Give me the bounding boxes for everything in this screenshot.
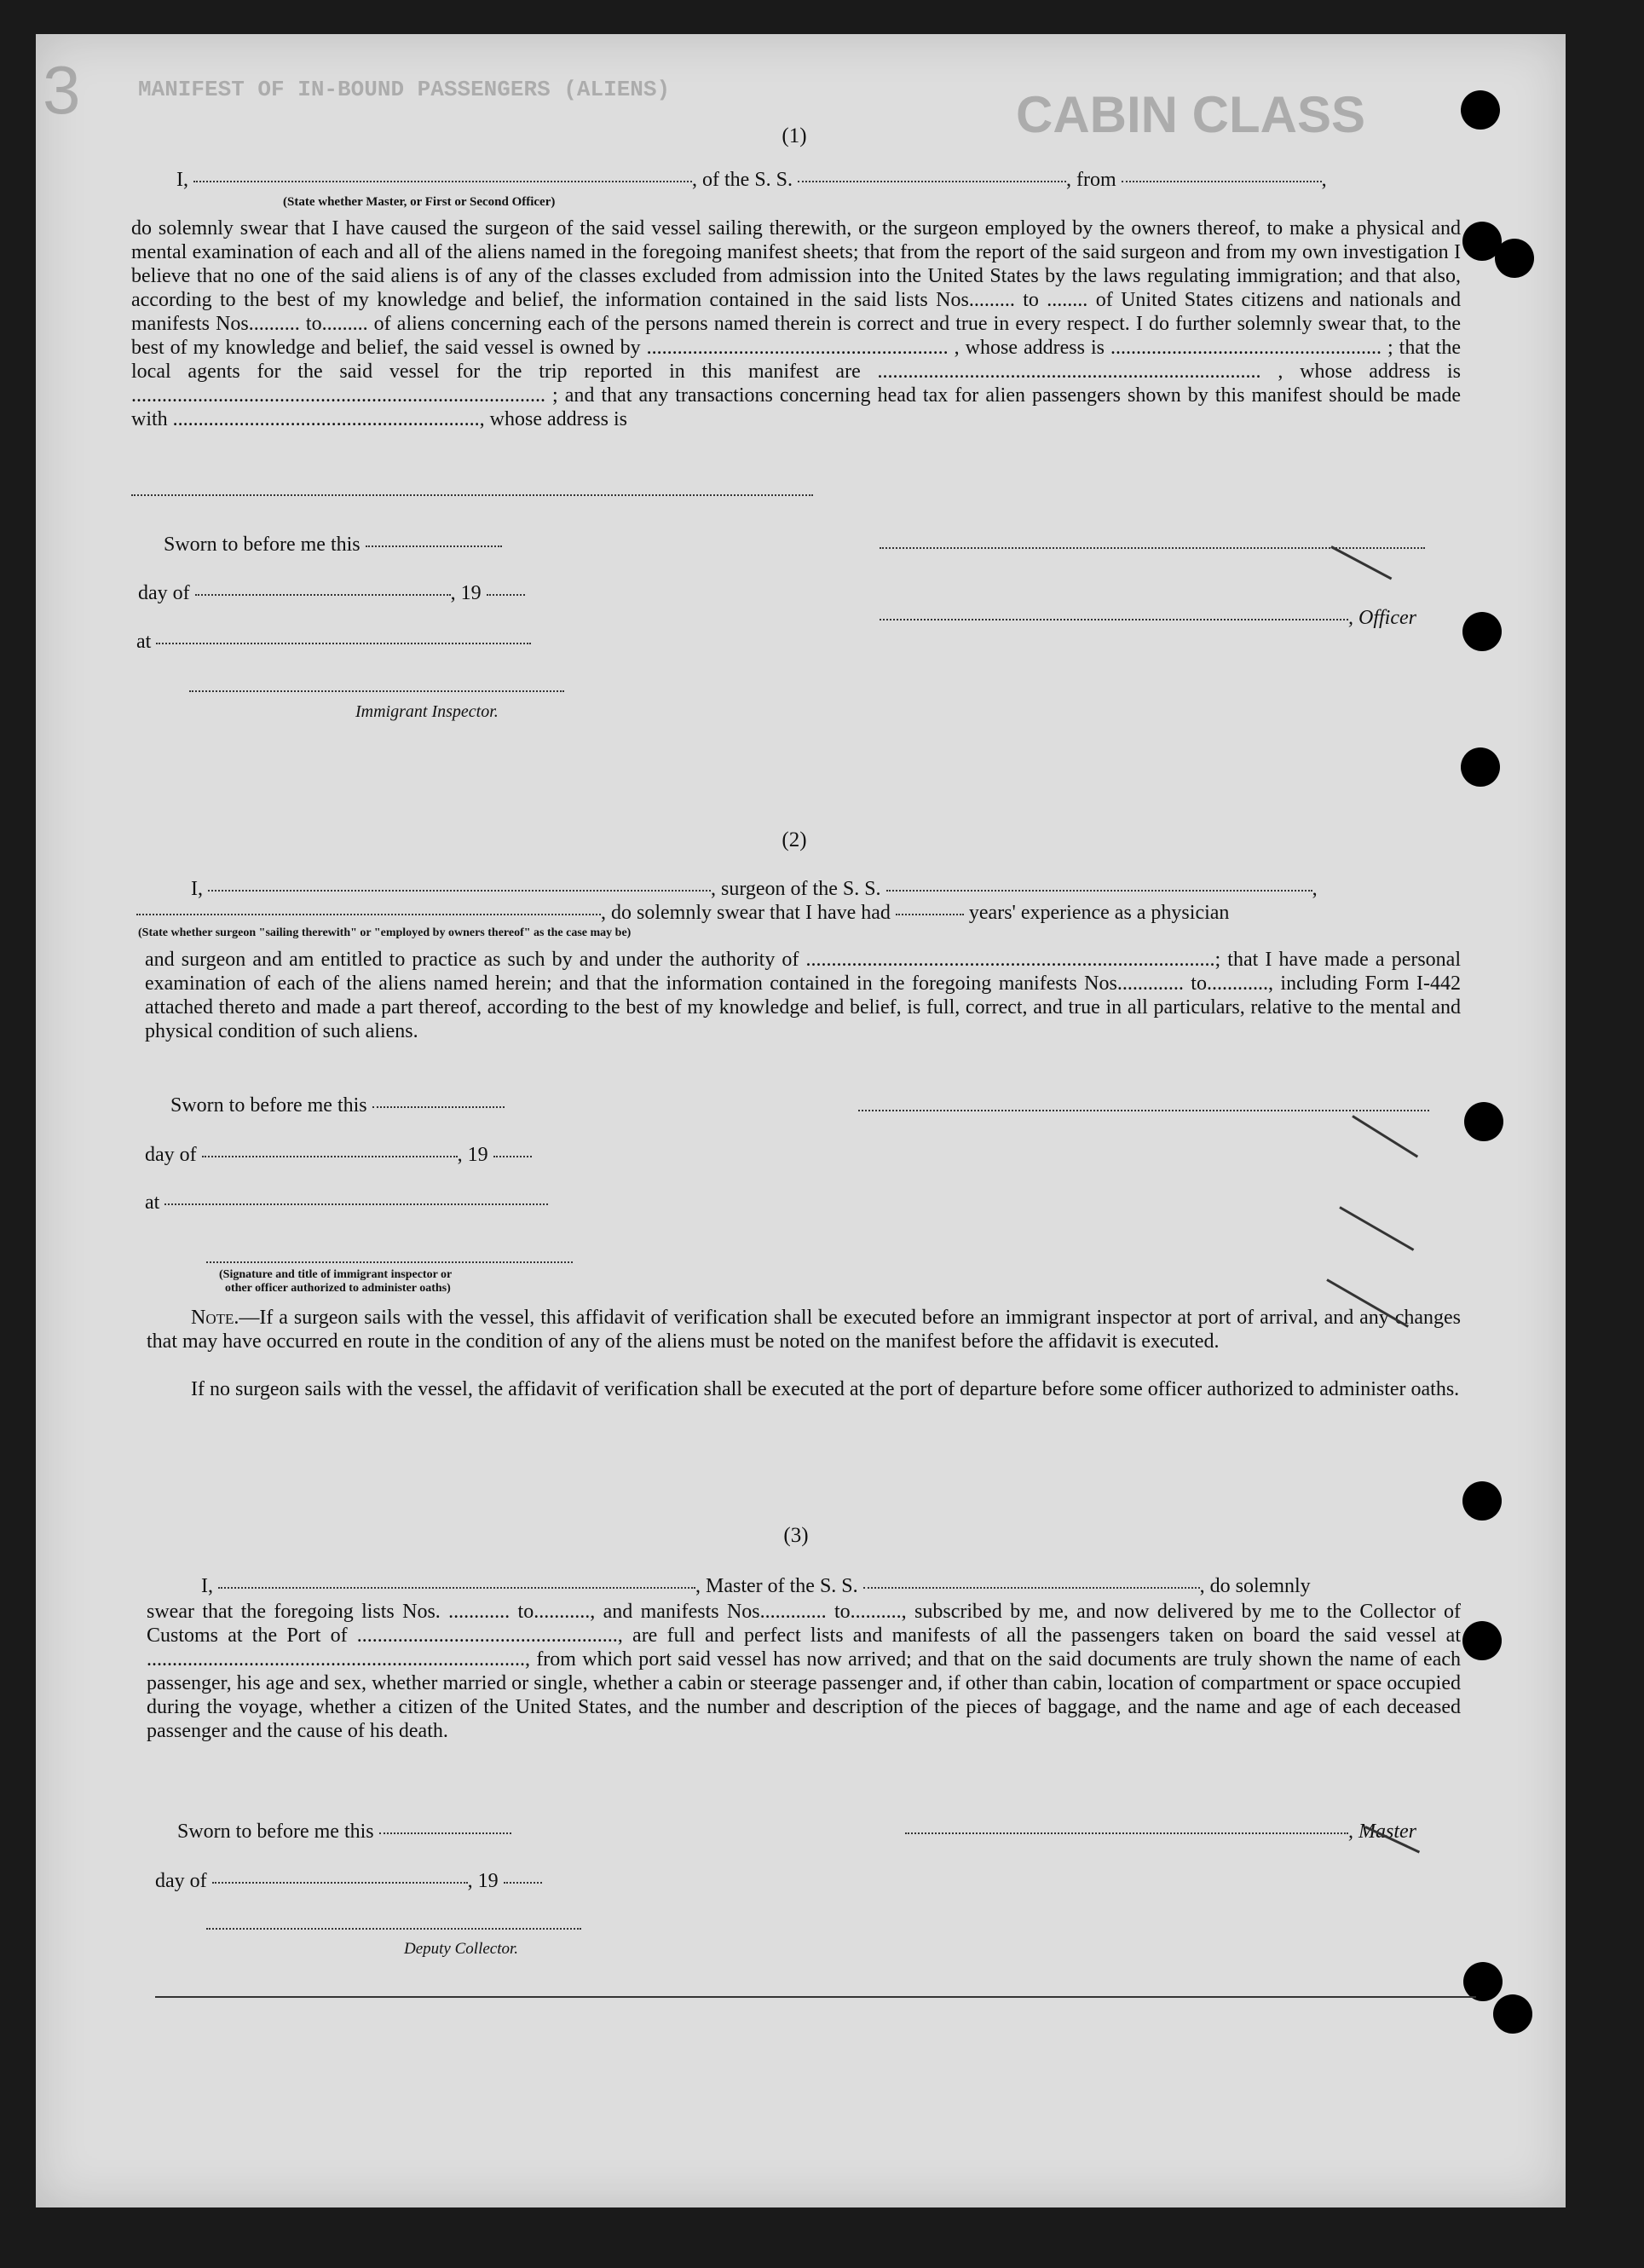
at-label: at (136, 631, 152, 653)
section-2-line-1: I, , surgeon of the S. S. , (191, 878, 1318, 900)
day-of-field (212, 1881, 468, 1884)
bleed-through-cabin-class: CABIN CLASS (1016, 86, 1366, 143)
master-label: , Master (1348, 1821, 1416, 1843)
section-3-master-of-ss: , Master of the S. S. (695, 1575, 858, 1597)
handwritten-mark (1339, 1206, 1414, 1251)
deputy-collector-signature-field (206, 1928, 581, 1930)
section-2-day-of (145, 1144, 532, 1167)
section-1-oath-text: do solemnly swear that I have caused the surgeon of the said vessel sailing therewith, or the surgeon employed by the owners thereof, to make a physical and mental examination of each and all of the aliens named in the foregoing manifest sheets; that from the report of the said surgeon and from my own investigation I believe that no one of the said aliens is of any of the classes excluded from admission into the United States by the laws regulating immigration; and that also, according to the best of my knowledge and belief, the information contained in the said lists Nos......... to ........ of United States citizens and nationals and manifests Nos.......... to......... of aliens concerning each of the persons named therein is correct and true in every respect. I do further solemnly swear that, to the best of my knowledge and belief, the said vessel is owned by ........................................................... , whose address is ..................................................... ; that the local agents for the said vessel for the trip reported in this manifest are ........................................................................... , whose address is ................................................................................. ; and that any transactions concerning head tax for alien passengers shown by this manifest should be made with ............................................................, whose address is (131, 217, 1461, 430)
section-3-i: I, (201, 1575, 213, 1597)
section-3-master (905, 1821, 1416, 1844)
section-3-do-solemnly: , do solemnly (1199, 1575, 1311, 1597)
section-1-number: (1) (782, 124, 807, 147)
day-of-field (202, 1155, 458, 1157)
section-1-of-ss: , of the S. S. (692, 169, 793, 191)
section-2-note-2: If no surgeon sails with the vessel, the affidavit of verification shall be executed at the port of departure before some officer authorized to administer oaths. (191, 1378, 1460, 1400)
section-1-day-of (138, 582, 525, 605)
at-place-field (164, 1203, 548, 1205)
section-2-at (145, 1192, 548, 1215)
section-2-vessel-field (886, 889, 1312, 892)
bleed-through-stamp: MANIFEST OF IN-BOUND PASSENGERS (ALIENS) (138, 77, 671, 102)
year-field (487, 593, 525, 596)
section-1-address-field (131, 494, 813, 496)
sworn-date-field (372, 1105, 505, 1108)
manifest-reverse-page (36, 34, 1566, 2207)
section-3-day-of (155, 1870, 542, 1893)
punch-hole (1493, 1994, 1532, 2034)
bleed-through-corner-number: 3 (43, 52, 81, 128)
at-place-field (156, 642, 531, 644)
sworn-date-field (379, 1832, 511, 1834)
section-1-i: I, (176, 169, 188, 191)
punch-hole (1461, 90, 1500, 130)
year-label: , 19 (457, 1144, 488, 1166)
departure-port-field (1122, 180, 1322, 182)
note-label: Note. (191, 1307, 239, 1329)
years-experience-field (896, 913, 964, 915)
section-3-sworn (177, 1821, 511, 1844)
section-2-number: (2) (782, 828, 807, 851)
section-2-i: I, (191, 878, 203, 900)
at-label: at (145, 1192, 160, 1214)
year-label: , 19 (450, 582, 482, 604)
bottom-rule (155, 1996, 1476, 1998)
master-signature-field (905, 1832, 1348, 1834)
section-3-oath-text: swear that the foregoing lists Nos. ............ to..........., and manifests Nos............. to.........., subscribed by me, and now delivered by me to the Collector of Customs at the Port of ..................................................., are full and perfect lists and manifests of all the passengers taken on board the said vessel at .........................................................................., from which port said vessel has now arrived; and that on the said documents are truly shown the name of each passenger, his age and sex, whether married or single, whether a cabin or steerage passenger and, if other than cabin, location of compartment or space occupied during the voyage, whether a citizen of the United States, and the number and description of the pieces of baggage, and the name and age of each deceased passenger and the cause of his death. (147, 1601, 1461, 1742)
years-experience-label: years' experience as a physician (968, 902, 1230, 924)
section-2-status-note: (State whether surgeon "sailing therewith" or "employed by owners thereof" as the case may be) (138, 926, 632, 939)
surgeon-status-field (136, 913, 601, 915)
section-2-signature-field (858, 1110, 1429, 1111)
day-of-label: day of (155, 1870, 207, 1892)
section-2-line-2 (136, 902, 1229, 925)
section-2-note-1 (147, 1306, 1461, 1353)
vessel-name-field (798, 180, 1066, 182)
note-text: —If a surgeon sails with the vessel, this affidavit of verification shall be executed before an immigrant inspector at port of arrival, and any changes that may have occurred en route in the condition of any of the aliens must be noted on the manifest before the affidavit is executed. (147, 1307, 1461, 1353)
punch-hole (1495, 239, 1534, 278)
section-1-sworn (164, 534, 502, 557)
section-1-line-1: I, , of the S. S. , from , (176, 169, 1327, 191)
section-1-from: , from (1066, 169, 1116, 191)
surgeon-name-field (208, 889, 711, 892)
section-1-at (136, 631, 531, 654)
punch-hole (1462, 612, 1502, 651)
punch-hole (1462, 1621, 1502, 1660)
section-2-surgeon-of-ss: , surgeon of the S. S. (711, 878, 881, 900)
handwritten-mark (1352, 1115, 1418, 1157)
section-3-master-name-field (218, 1586, 695, 1589)
officer-name-field (880, 618, 1348, 620)
punch-hole (1464, 1102, 1503, 1141)
day-of-label: day of (138, 582, 190, 604)
sworn-label: Sworn to before me this (177, 1821, 374, 1843)
section-1-role-note: (State whether Master, or First or Second Officer) (283, 195, 556, 209)
day-of-field (195, 593, 451, 596)
inspector-signature-field (189, 690, 564, 692)
section-2-oath-text: and surgeon and am entitled to practice as such by and under the authority of ................................................................................; that I have made a personal examination of each of the aliens named herein; and that the information contained in the foregoing manifests Nos............. to............, including Form I-442 attached thereto and made a part thereof, according to the best of my knowledge and belief, is full, correct, and true in all particulars, relative to the mental and physical condition of such aliens. (145, 949, 1461, 1042)
officer-label: , Officer (1348, 607, 1416, 629)
master-name-field (193, 180, 692, 182)
section-2-officer-signature-field (206, 1261, 573, 1263)
section-2-solemnly-swear: , do solemnly swear that I have had (601, 902, 891, 924)
section-3-line-1 (201, 1575, 1311, 1598)
punch-hole (1461, 747, 1500, 787)
handwritten-mark (1330, 545, 1392, 580)
day-of-label: day of (145, 1144, 197, 1166)
sworn-label: Sworn to before me this (164, 534, 361, 556)
section-3-number: (3) (783, 1524, 809, 1547)
section-1-officer (880, 607, 1416, 630)
section-2-sworn (170, 1094, 505, 1117)
year-label: , 19 (467, 1870, 499, 1892)
signature-note-line-1: (Signature and title of immigrant inspector or (219, 1268, 453, 1281)
year-field (493, 1155, 532, 1157)
deputy-collector-label: Deputy Collector. (404, 1940, 519, 1958)
year-field (504, 1881, 542, 1884)
sworn-date-field (366, 545, 502, 547)
officer-signature-field (880, 547, 1425, 549)
signature-note-line-2: other officer authorized to administer oaths) (225, 1282, 451, 1295)
section-3-vessel-field (863, 1586, 1200, 1589)
punch-hole (1462, 1481, 1502, 1521)
immigrant-inspector-label: Immigrant Inspector. (355, 702, 499, 721)
sworn-label: Sworn to before me this (170, 1094, 367, 1117)
